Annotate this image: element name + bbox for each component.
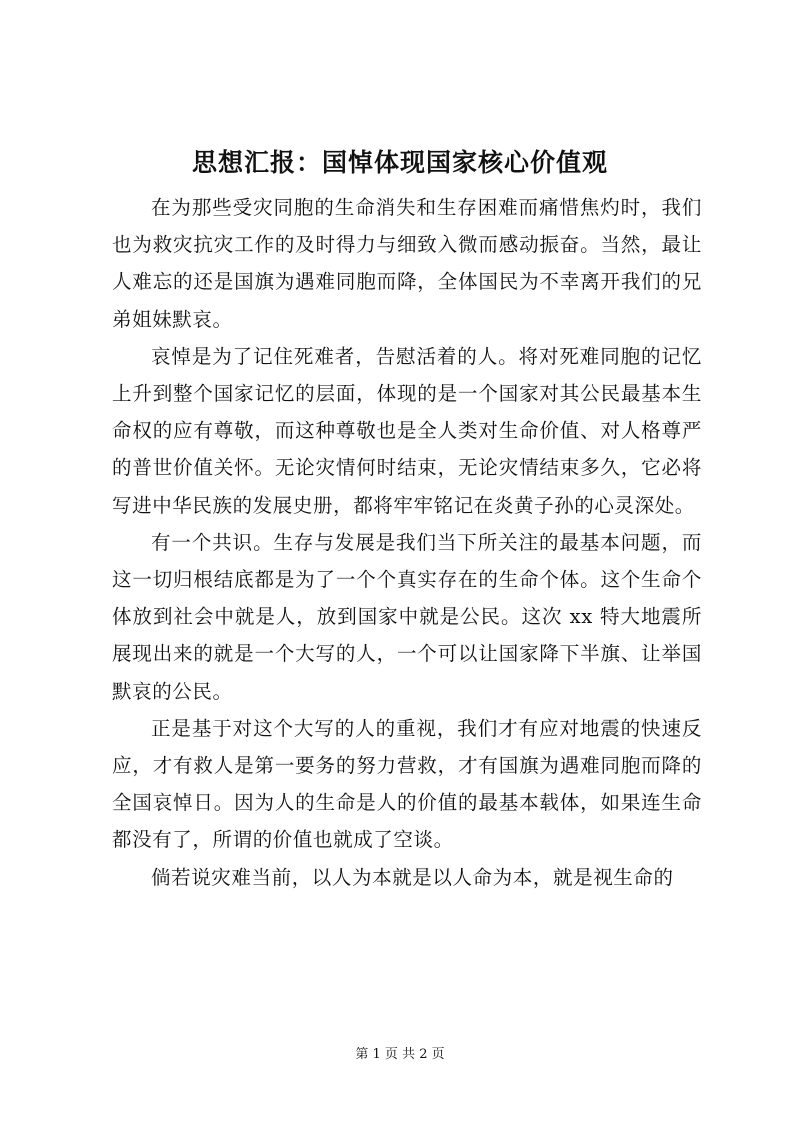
- paragraph-3: 有一个共识。生存与发展是我们当下所关注的最基本问题，而这一切归根结底都是为了一个个真实存在的生命个体。这个生命个体放到社会中就是人，放到国家中就是公民。这次 xx 特大地震所展现出来的就是一个大写的人，一个可以让国家降下半旗、让举国默哀的公民。: [112, 530, 702, 703]
- paragraph-2: 哀悼是为了记住死难者，告慰活着的人。将对死难同胞的记忆上升到整个国家记忆的层面，体现的是一个国家对其公民最基本生命权的应有尊敬，而这种尊敬也是全人类对生命价值、对人格尊严的普世价值关怀。无论灾情何时结束，无论灾情结束多久，它必将写进中华民族的发展史册，都将牢牢铭记在炎黄子孙的心灵深处。: [112, 344, 702, 517]
- document-title: 思想汇报：国悼体现国家核心价值观: [191, 148, 608, 177]
- paragraph-5: 倘若说灾难当前，以人为本就是以人命为本，就是视生命的: [151, 865, 674, 889]
- paragraph-4: 正是基于对这个大写的人的重视，我们才有应对地震的快速反应，才有救人是第一要务的努力营救，才有国旗为遇难同胞而降的全国哀悼日。因为人的生命是人的价值的最基本载体，如果连生命都没有了，所谓的价值也就成了空谈。: [112, 716, 702, 852]
- paragraph-1: 在为那些受灾同胞的生命消失和生存困难而痛惜焦灼时，我们也为救灾抗灾工作的及时得力与细致入微而感动振奋。当然，最让人难忘的还是国旗为遇难同胞而降，全体国民为不幸离开我们的兄弟姐妹默哀。: [112, 196, 702, 331]
- document-body: [112, 189, 702, 896]
- page-footer: 第 1 页 共 2 页: [355, 1047, 445, 1062]
